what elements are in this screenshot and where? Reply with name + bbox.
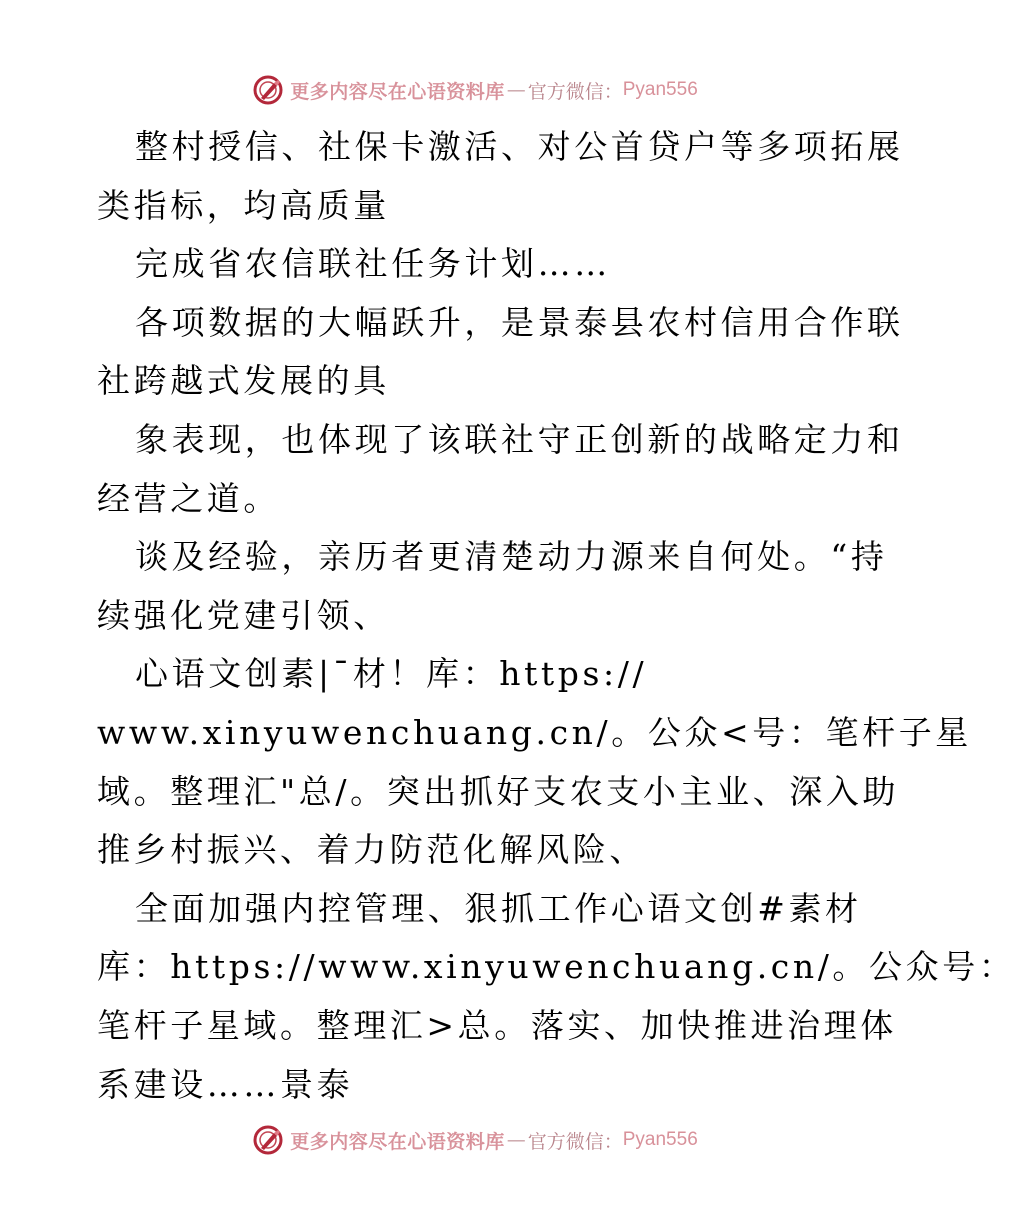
paragraph-line: 经营之道。 (97, 478, 280, 518)
paragraph-line: 全面加强内控管理、狠抓工作心语文创#素材 (135, 888, 862, 928)
paragraph-line: 续强化党建引领、 (97, 595, 390, 635)
watermark-wechat-label: 官方微信： (527, 1130, 623, 1153)
paragraph-line: 象表现，也体现了该联社守正创新的战略定力和 (135, 419, 904, 459)
paragraph-line: 整村授信、社保卡激活、对公首贷户等多项拓展 (135, 127, 904, 166)
pen-logo-icon (252, 74, 284, 106)
header-watermark-banner (0, 70, 950, 110)
paragraph-line: 各项数据的大幅跃升，是景泰县农村信用合作联 (135, 302, 904, 342)
watermark-separator: — (506, 1129, 526, 1151)
paragraph-line: 谈及经验，亲历者更清楚动力源来自何处。“持 (135, 537, 888, 577)
paragraph-line: 心语文创素|¯材！库：https:// (135, 654, 648, 694)
watermark-main-text: 更多内容尽在心语资料库 (290, 80, 505, 103)
paragraph-line: 库：https://www.xinyuwenchuang.cn/。公众号： (97, 947, 1015, 987)
watermark-separator: — (506, 79, 526, 101)
paragraph-line: 完成省农信联社任务计划…… (135, 244, 611, 284)
watermark-wechat-id: Pyan556 (622, 1129, 698, 1150)
pen-logo-icon (252, 1124, 284, 1156)
paragraph-line: www.xinyuwenchuang.cn/。公众<号：笔杆子星 (97, 712, 972, 752)
paragraph-line: 社跨越式发展的具 (97, 361, 390, 401)
watermark-wechat-id: Pyan556 (622, 79, 698, 100)
paragraph-line: 类指标，均高质量 (97, 185, 390, 225)
document-body (97, 118, 1015, 1114)
paragraph-line: 系建设……景泰 (97, 1064, 354, 1104)
paragraph-line: 推乡村振兴、着力防范化解风险、 (97, 830, 646, 870)
paragraph-line: 域。整理汇"总/。突出抓好支农支小主业、深入助 (97, 771, 900, 811)
watermark-wechat-label: 官方微信： (527, 80, 623, 103)
paragraph-line: 笔杆子星域。整理汇>总。落实、加快推进治理体 (97, 1005, 897, 1045)
watermark-main-text: 更多内容尽在心语资料库 (290, 1130, 505, 1153)
footer-watermark-banner (0, 1120, 950, 1160)
